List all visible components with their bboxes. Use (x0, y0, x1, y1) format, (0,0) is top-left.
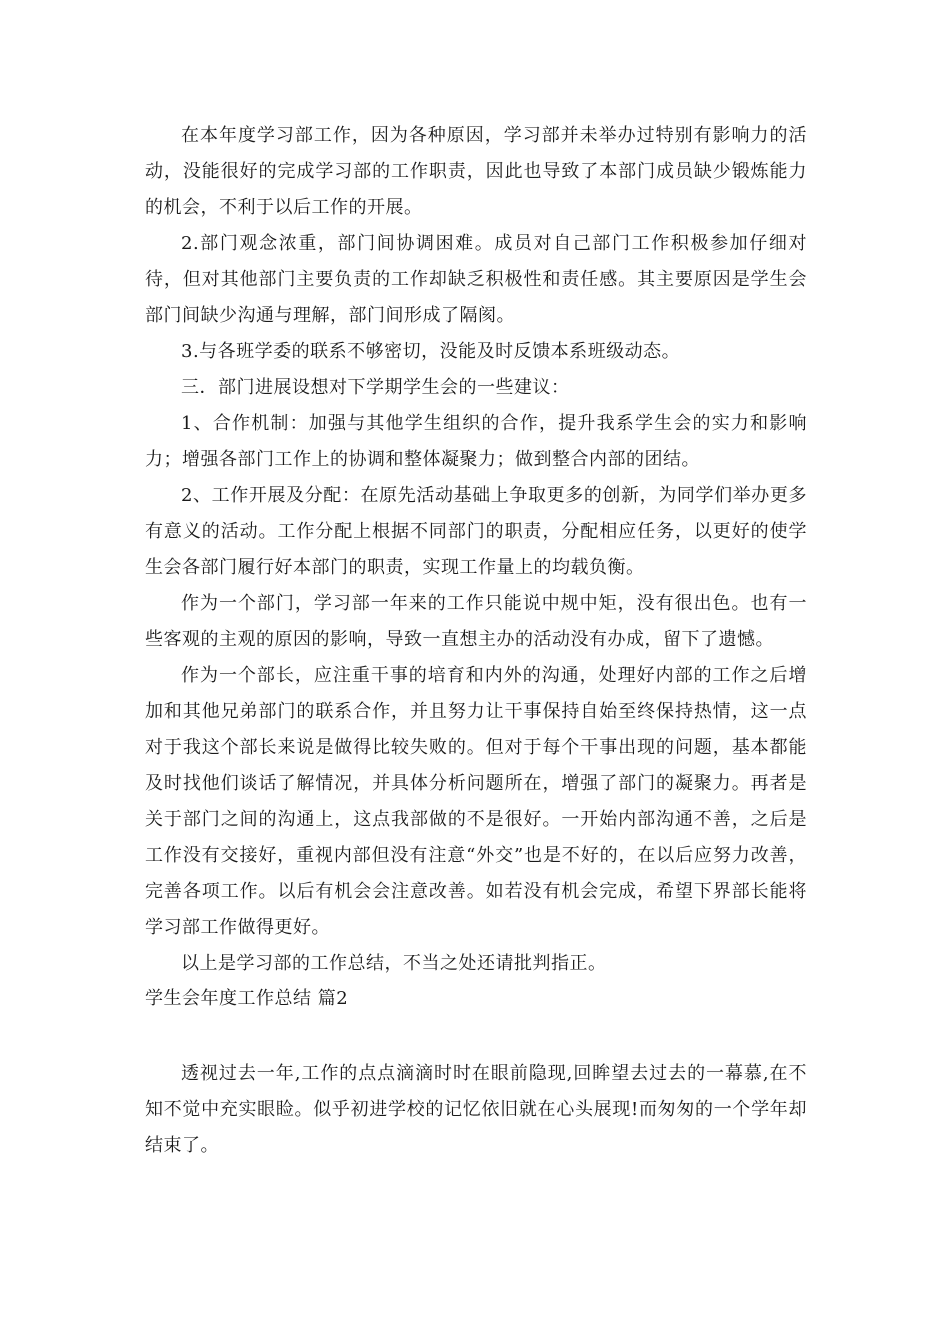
paragraph: 2、工作开展及分配：在原先活动基础上争取更多的创新，为同学们举办更多有意义的活动。工作分配上根据不同部门的职责，分配相应任务，以更好的使学生会各部门履行好本部门的职责，实现工作量上的均载负衡。 (145, 485, 807, 578)
paragraph: 在本年度学习部工作，因为各种原因，学习部并未举办过特别有影响力的活动，没能很好的完成学习部的工作职责，因此也导致了本部门成员缺少锻炼能力的机会，不利于以后工作的开展。 (145, 125, 807, 218)
paragraph: 作为一个部门，学习部一年来的工作只能说中规中矩，没有很出色。也有一些客观的主观的原因的影响，导致一直想主办的活动没有办成，留下了遗憾。 (145, 593, 807, 650)
paragraph: 1、合作机制：加强与其他学生组织的合作，提升我系学生会的实力和影响力；增强各部门工作上的协调和整体凝聚力；做到整合内部的团结。 (145, 413, 807, 470)
paragraph: 作为一个部长，应注重干事的培育和内外的沟通，处理好内部的工作之后增加和其他兄弟部门的联系合作，并且努力让干事保持自始至终保持热情，这一点对于我这个部长来说是做得比较失败的。但对于每个干事出现的问题，基本都能及时找他们谈话了解情况，并具体分析问题所在，增强了部门的凝聚力。再者是关于部门之间的沟通上，这点我部做的不是很好。一开始内部沟通不善，之后是工作没有交接好，重视内部但没有注意“外交”也是不好的，在以后应努力改善，完善各项工作。以后有机会会注意改善。如若没有机会完成，希望下界部长能将学习部工作做得更好。 (145, 665, 807, 938)
section-heading: 学生会年度工作总结 篇2 (145, 988, 349, 1009)
document-body (145, 118, 807, 1164)
paragraph: 3.与各班学委的联系不够密切，没能及时反馈本系班级动态。 (181, 341, 681, 362)
paragraph: 三．部门进展设想对下学期学生会的一些建议： (181, 377, 570, 398)
paragraph: 以上是学习部的工作总结，不当之处还请批判指正。 (181, 953, 607, 974)
paragraph: 透视过去一年,工作的点点滴滴时时在眼前隐现,回眸望去过去的一幕慕,在不知不觉中充实眼睑。似乎初进学校的记忆依旧就在心头展现!而匆匆的一个学年却结束了。 (145, 1063, 807, 1156)
paragraph: 2.部门观念浓重，部门间协调困难。成员对自己部门工作积极参加仔细对待，但对其他部门主要负责的工作却缺乏积极性和责任感。其主要原因是学生会部门间缺少沟通与理解，部门间形成了隔阂。 (145, 233, 807, 326)
section-spacer (145, 1016, 807, 1056)
